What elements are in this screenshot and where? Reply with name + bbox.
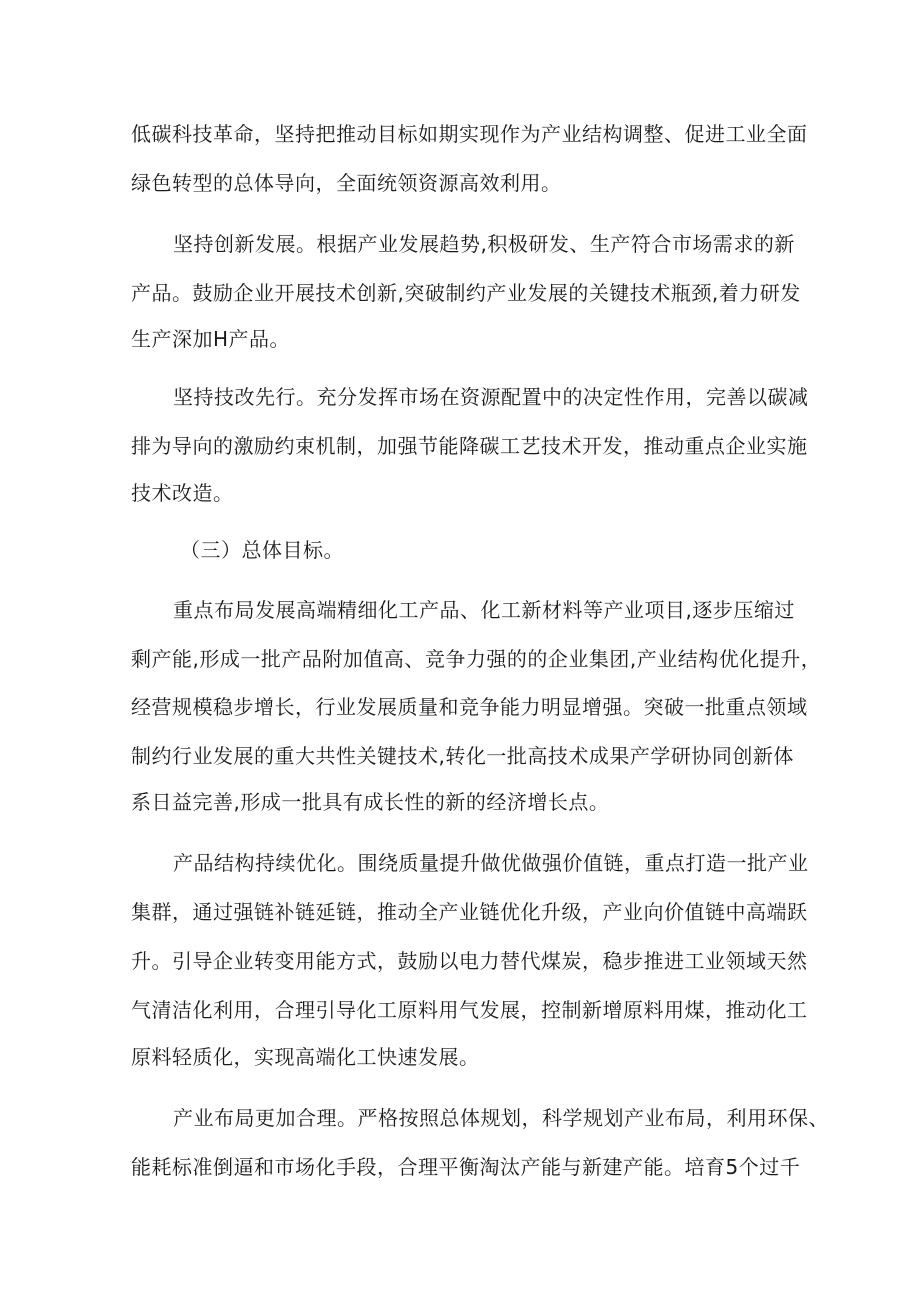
text-line: 能耗标准倒逼和市场化手段，合理平衡淘汰产能与新建产能。培育5个过千	[131, 1155, 801, 1179]
text-line: 集群，通过强链补链延链，推动全产业链优化升级，产业向价值链中高端跃	[131, 900, 808, 924]
text-line: 坚持技改先行。充分发挥市场在资源配置中的决定性作用，完善以碳减	[173, 385, 809, 409]
text-line: 经营规模稳步增长，行业发展质量和竞争能力明显增强。突破一批重点领域	[131, 695, 808, 719]
text-line: 气清洁化利用，合理引导化工原料用气发展，控制新增原料用煤，推动化工	[131, 998, 808, 1022]
text-line: 技术改造。	[131, 481, 234, 505]
text-line: 重点布局发展高端精细化工产品、化工新材料等产业项目,逐步压缩过	[173, 598, 795, 622]
text-line: 产业布局更加合理。严格按照总体规划，科学规划产业布局，利用环保、	[173, 1106, 829, 1130]
text-line: 生产深加H产品。	[131, 327, 291, 351]
section-heading: （三）总体目标。	[180, 538, 344, 562]
text-line: 排为导向的激励约束机制，加强节能降碳工艺技术开发，推动重点企业实施	[131, 434, 808, 458]
text-line: 低碳科技革命，坚持把推动目标如期实现作为产业结构调整、促进工业全面	[131, 122, 808, 146]
text-line: 升。引导企业转变用能方式，鼓励以电力替代煤炭，稳步推进工业领域天然	[131, 949, 808, 973]
text-line: 产品。鼓励企业开展技术创新,突破制约产业发展的关键技术瓶颈,着力研发	[131, 281, 801, 305]
text-line: 系日益完善,形成一批具有成长性的新的经济增长点。	[131, 790, 610, 814]
text-line: 制约行业发展的重大共性关键技术,转化一批高技术成果产学研协同创新体	[131, 744, 794, 768]
text-line: 产品结构持续优化。围绕质量提升做优做强价值链，重点打造一批产业	[173, 851, 809, 875]
text-line: 原料轻质化，实现高端化工快速发展。	[131, 1045, 480, 1069]
text-line: 坚持创新发展。根据产业发展趋势,积极研发、生产符合市场需求的新	[173, 232, 795, 256]
text-line: 绿色转型的总体导向，全面统领资源高效利用。	[131, 171, 562, 195]
text-line: 剩产能,形成一批产品附加值高、竞争力强的的企业集团,产业结构优化提升，	[131, 647, 822, 671]
